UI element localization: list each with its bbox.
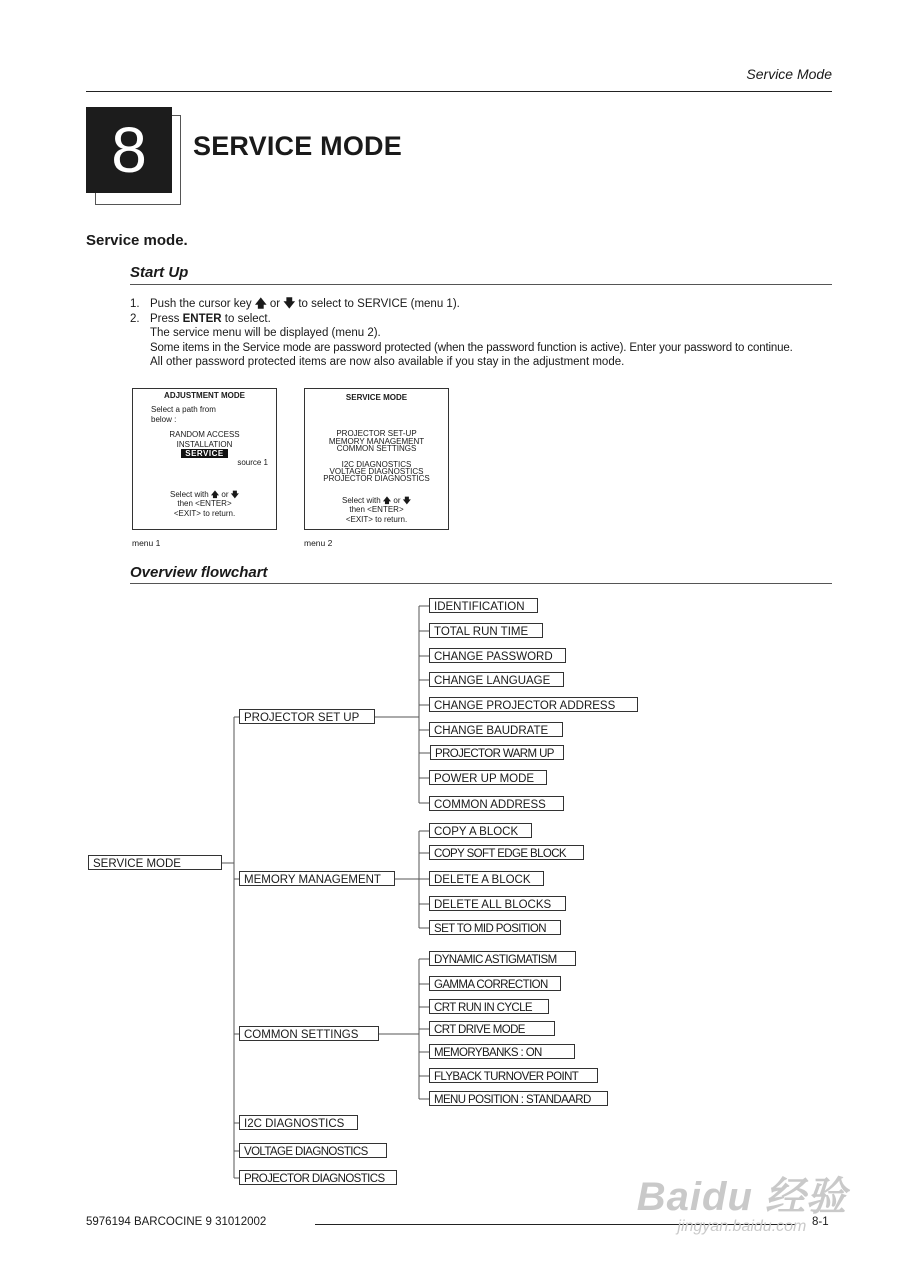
watermark-brand: Baidu 经验 bbox=[636, 1175, 847, 1219]
flow-node-copy-soft-edge-block: COPY SOFT EDGE BLOCK bbox=[429, 845, 584, 860]
arrow-up-icon: 🡅 bbox=[382, 495, 392, 505]
flow-node-identification: IDENTIFICATION bbox=[429, 598, 538, 613]
flow-node-delete-a-block: DELETE A BLOCK bbox=[429, 871, 544, 886]
menu-2-footer-line-3: <EXIT> to return. bbox=[345, 514, 408, 524]
menu-1-footer-line-2: then <ENTER> bbox=[177, 499, 232, 509]
step-2-enter-key: ENTER bbox=[182, 312, 222, 325]
step-1-text-a: Push the cursor key bbox=[150, 298, 252, 310]
menu-2-item-projector-setup: PROJECTOR SET-UP bbox=[336, 429, 417, 439]
flow-node-common-address: COMMON ADDRESS bbox=[429, 796, 564, 811]
arrow-down-icon: 🡇 bbox=[283, 298, 296, 310]
menu-1-prompt-line-2: below : bbox=[151, 414, 177, 424]
flow-node-voltage-diagnostics: VOLTAGE DIAGNOSTICS bbox=[239, 1143, 387, 1158]
menu-1-footer-line-3: <EXIT> to return. bbox=[173, 508, 236, 518]
menu-2-caption: menu 2 bbox=[304, 538, 333, 548]
menu-2-item-projector-diagnostics: PROJECTOR DIAGNOSTICS bbox=[323, 474, 430, 484]
menu-2-item-memory-management: MEMORY MANAGEMENT bbox=[328, 436, 425, 446]
flow-node-projector-set-up: PROJECTOR SET UP bbox=[239, 709, 375, 724]
step-2-number: 2. bbox=[130, 312, 140, 325]
menu-1-prompt-line-1: Select a path from bbox=[151, 405, 216, 415]
menu-1-source: source 1 bbox=[237, 458, 268, 468]
startup-heading: Start Up bbox=[130, 264, 189, 281]
menu-1-title: ADJUSTMENT MODE bbox=[164, 391, 245, 400]
chapter-title: SERVICE MODE bbox=[193, 131, 402, 161]
step-2-text-a: Press bbox=[150, 312, 180, 325]
flow-node-common-settings: COMMON SETTINGS bbox=[239, 1026, 379, 1041]
step-1-text-b: or bbox=[269, 298, 281, 310]
watermark-url: jingyan.baidu.com bbox=[677, 1218, 807, 1235]
menu-1-item-service-selected: SERVICE bbox=[181, 449, 227, 458]
flow-node-projector-diagnostics: PROJECTOR DIAGNOSTICS bbox=[239, 1170, 397, 1185]
step-1-text-c: to select to SERVICE (menu 1). bbox=[298, 298, 460, 310]
footer-page-number: 8-1 bbox=[812, 1216, 829, 1228]
flow-node-change-projector-address: CHANGE PROJECTOR ADDRESS bbox=[429, 697, 638, 712]
menu-2-title: SERVICE MODE bbox=[345, 393, 408, 402]
menu-2-item-common-settings: COMMON SETTINGS bbox=[336, 444, 417, 454]
flow-node-change-baudrate: CHANGE BAUDRATE bbox=[429, 722, 563, 737]
step-2-detail-3: All other password protected items are now also available if you stay in the adjustment mode. bbox=[150, 356, 625, 369]
flow-node-copy-a-block: COPY A BLOCK bbox=[429, 823, 532, 838]
menu-1-caption: menu 1 bbox=[132, 538, 161, 548]
flow-node-memorybanks-on: MEMORYBANKS : ON bbox=[429, 1044, 575, 1059]
flow-node-total-run-time: TOTAL RUN TIME bbox=[429, 623, 543, 638]
flow-node-menu-position-standaard: MENU POSITION : STANDAARD bbox=[429, 1091, 608, 1106]
flow-node-crt-run-in-cycle: CRT RUN IN CYCLE bbox=[429, 999, 549, 1014]
step-1-number: 1. bbox=[130, 298, 140, 310]
flow-node-change-password: CHANGE PASSWORD bbox=[429, 648, 566, 663]
flow-node-change-language: CHANGE LANGUAGE bbox=[429, 672, 564, 687]
menu-1-footer-text-a: Select with bbox=[170, 489, 209, 499]
flowchart-heading: Overview flowchart bbox=[130, 564, 268, 581]
footer-document-id: 5976194 BARCOCINE 9 31012002 bbox=[86, 1216, 267, 1228]
flow-node-service-mode: SERVICE MODE bbox=[88, 855, 222, 870]
running-header-title: Service Mode bbox=[746, 66, 832, 82]
flow-node-projector-warm-up: PROJECTOR WARM UP bbox=[430, 745, 564, 760]
flow-node-i2c-diagnostics: I2C DIAGNOSTICS bbox=[239, 1115, 358, 1130]
arrow-up-icon: 🡅 bbox=[254, 298, 267, 310]
section-heading: Service mode. bbox=[86, 232, 188, 249]
chapter-number: 8 bbox=[86, 107, 172, 193]
flow-node-set-to-mid-position: SET TO MID POSITION bbox=[429, 920, 561, 935]
flow-node-crt-drive-mode: CRT DRIVE MODE bbox=[429, 1021, 555, 1036]
menu-1-item-installation: INSTALLATION bbox=[176, 439, 233, 449]
arrow-down-icon: 🡇 bbox=[402, 495, 411, 505]
step-2-detail-2: Some items in the Service mode are password protected (when the password function is active). Enter your password to continue. bbox=[150, 341, 793, 354]
flow-node-flyback-turnover-point: FLYBACK TURNOVER POINT bbox=[429, 1068, 598, 1083]
menu-1-item-random-access: RANDOM ACCESS bbox=[169, 430, 240, 440]
baidu-watermark bbox=[637, 1165, 847, 1236]
menu-2-footer-line-2: then <ENTER> bbox=[349, 505, 404, 515]
step-2-text-b: to select. bbox=[224, 312, 271, 325]
flow-node-dynamic-astigmatism: DYNAMIC ASTIGMATISM bbox=[429, 951, 576, 966]
arrow-up-icon: 🡅 bbox=[210, 489, 220, 499]
menu-2-item-voltage-diagnostics: VOLTAGE DIAGNOSTICS bbox=[329, 467, 424, 477]
flow-node-delete-all-blocks: DELETE ALL BLOCKS bbox=[429, 896, 566, 911]
menu-1-footer-text-b: or bbox=[221, 489, 229, 499]
menu-2-item-i2c-diagnostics: I2C DIAGNOSTICS bbox=[341, 459, 412, 469]
flow-node-memory-management: MEMORY MANAGEMENT bbox=[239, 871, 395, 886]
menu-2-footer-text-b: or bbox=[393, 495, 401, 505]
step-2-detail-1: The service menu will be displayed (menu 2). bbox=[150, 327, 381, 340]
flow-node-power-up-mode: POWER UP MODE bbox=[429, 770, 547, 785]
flow-node-gamma-correction: GAMMA CORRECTION bbox=[429, 976, 561, 991]
arrow-down-icon: 🡇 bbox=[230, 489, 239, 499]
menu-2-footer-text-a: Select with bbox=[342, 495, 381, 505]
